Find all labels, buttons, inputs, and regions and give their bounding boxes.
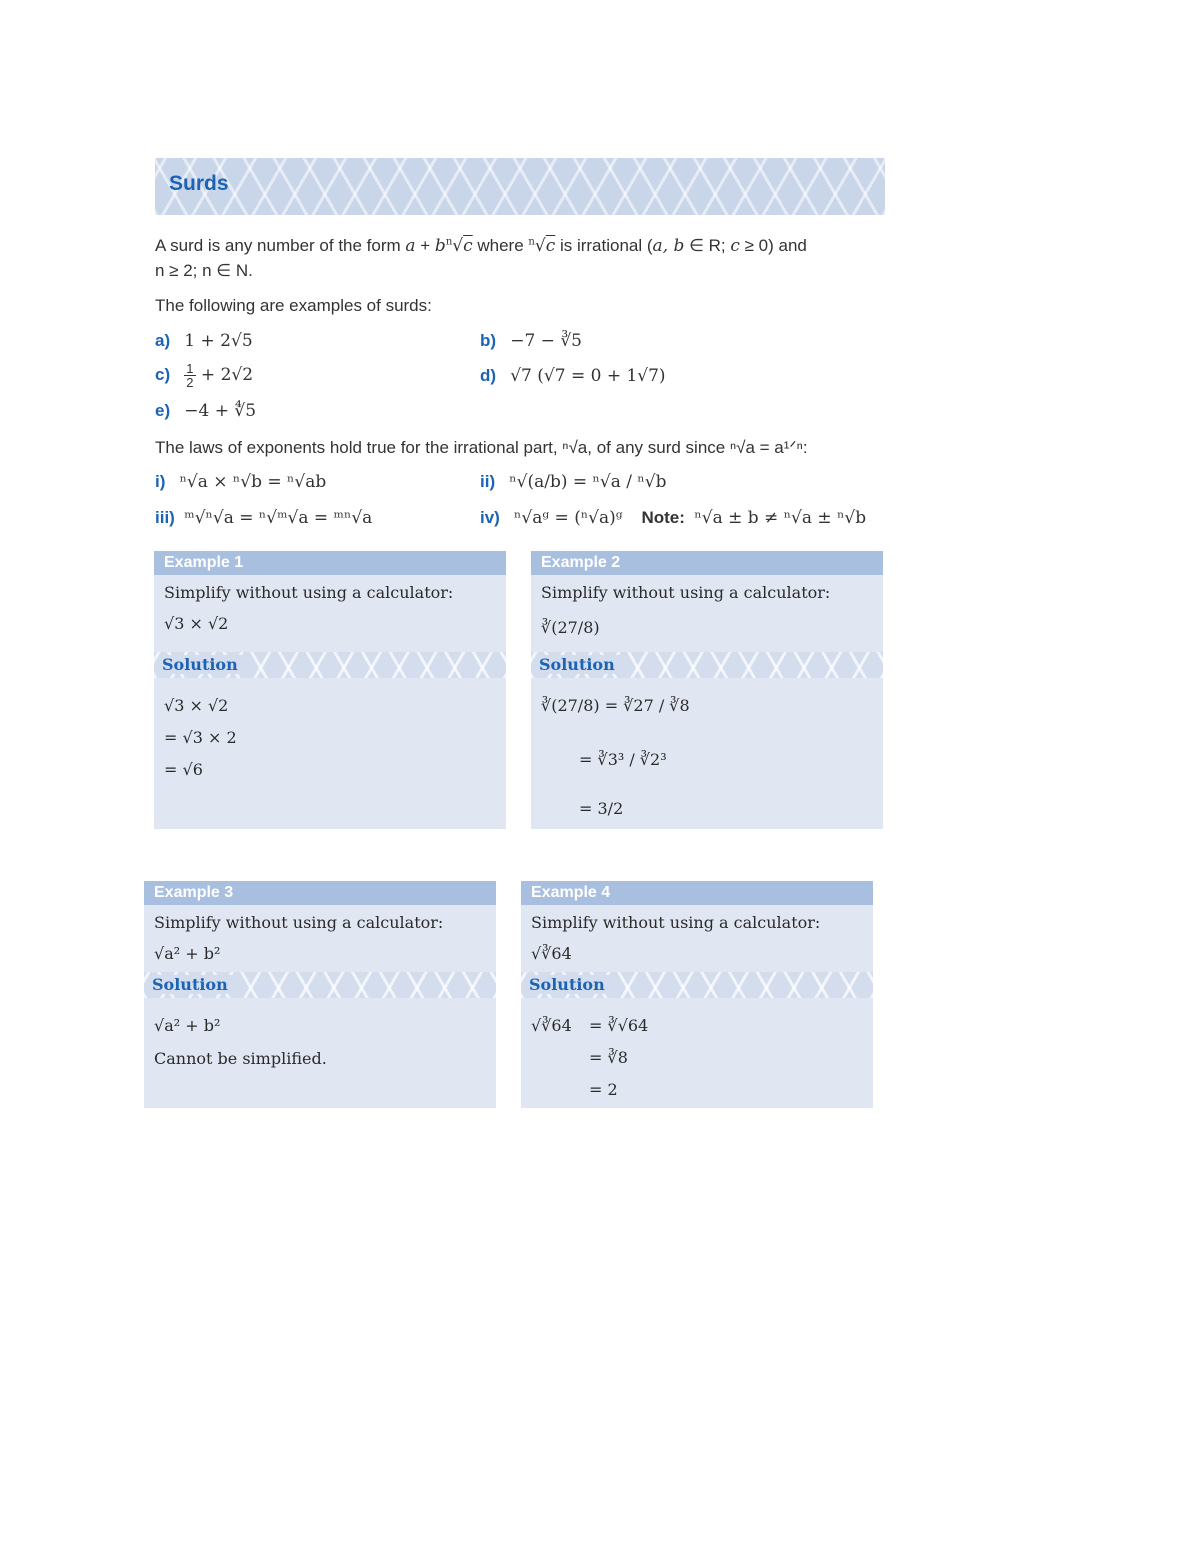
example-title: Example 4 xyxy=(521,881,873,905)
law-expression: ⁿ√aᵍ = (ⁿ√a)ᵍ xyxy=(514,508,623,528)
example-box-2 xyxy=(531,551,883,829)
law-iv xyxy=(480,508,866,528)
definition-text: ∈ R; xyxy=(684,236,731,255)
example-box-1 xyxy=(154,551,506,829)
solution-strip xyxy=(144,972,496,998)
solution-step: = √6 xyxy=(164,760,203,779)
example-prompt: Simplify without using a calculator: xyxy=(154,913,444,932)
definition-var: c xyxy=(730,236,740,256)
law-ii xyxy=(480,472,666,492)
item-label: ii) xyxy=(480,472,496,491)
item-expression: −4 + ∜5 xyxy=(184,401,257,421)
fraction-half: $\frac{1}{2}$ xyxy=(186,361,194,390)
solution-step: √3 × √2 xyxy=(164,696,229,715)
solution-label: Solution xyxy=(152,975,234,994)
solution-strip xyxy=(154,652,506,678)
solution-step: √a² + b² xyxy=(154,1016,221,1035)
solution-step: = 3/2 xyxy=(579,799,624,818)
law-iii xyxy=(155,508,372,528)
definition-text: where xyxy=(472,236,529,255)
example-title: Example 1 xyxy=(154,551,506,575)
item-expression: √7 (√7 = 0 + 1√7) xyxy=(510,366,666,386)
definition-text: is irrational ( xyxy=(555,236,653,255)
item-label: e) xyxy=(155,401,171,420)
example-prompt: Simplify without using a calculator: xyxy=(531,913,821,932)
item-label: iv) xyxy=(480,508,500,527)
item-label: d) xyxy=(480,366,497,385)
item-label: iii) xyxy=(155,508,175,527)
example-box-4 xyxy=(521,881,873,1108)
surd-example-e xyxy=(155,401,256,421)
examples-heading: The following are examples of surds: xyxy=(155,296,432,315)
surd-example-c xyxy=(155,362,253,389)
law-expression: ⁿ√a × ⁿ√b = ⁿ√ab xyxy=(179,472,327,492)
item-expression: + 2√2 xyxy=(195,364,254,385)
item-label: i) xyxy=(155,472,166,491)
solution-strip xyxy=(531,652,883,678)
example-title: Example 2 xyxy=(531,551,883,575)
item-label: b) xyxy=(480,331,497,350)
item-expression: 1 + 2√5 xyxy=(184,331,253,351)
note-expression: ⁿ√a ± b ≠ ⁿ√a ± ⁿ√b xyxy=(694,508,867,528)
item-label: c) xyxy=(155,364,171,384)
note-label: Note: xyxy=(641,508,685,527)
example-prompt: Simplify without using a calculator: xyxy=(541,583,831,602)
section-banner xyxy=(155,158,885,215)
law-expression: ᵐ√ⁿ√a = ⁿ√ᵐ√a = ᵐⁿ√a xyxy=(184,508,373,528)
solution-label: Solution xyxy=(162,655,244,674)
laws-intro: The laws of exponents hold true for the irrational part, ⁿ√a, of any surd since ⁿ√a = a¹ᐟⁿ: xyxy=(155,438,808,457)
example-prompt: Simplify without using a calculator: xyxy=(164,583,454,602)
solution-step: Cannot be simplified. xyxy=(154,1049,327,1068)
item-label: a) xyxy=(155,331,171,350)
solution-strip xyxy=(521,972,873,998)
surd-example-d xyxy=(480,366,666,386)
law-i xyxy=(155,472,326,492)
example-title: Example 3 xyxy=(144,881,496,905)
surd-example-a xyxy=(155,331,253,351)
solution-label: Solution xyxy=(529,975,611,994)
example-question: √a² + b² xyxy=(154,944,221,963)
definition-vars: a, b xyxy=(652,236,685,256)
definition-text: ≥ 0) and xyxy=(739,236,807,255)
solution-step: √∛64 xyxy=(531,1016,572,1035)
surd-example-b xyxy=(480,331,582,351)
example-question: √∛64 xyxy=(531,944,572,963)
definition-text: A surd is any number of the form xyxy=(155,236,406,255)
item-expression: −7 − ∛5 xyxy=(510,331,582,351)
definition-line-2: n ≥ 2; n ∈ N. xyxy=(155,261,253,280)
solution-label: Solution xyxy=(539,655,621,674)
solution-step: = ∛√64 xyxy=(589,1016,649,1035)
example-question: √3 × √2 xyxy=(164,614,229,633)
example-box-3 xyxy=(144,881,496,1108)
definition-line-1: A surd is any number of the form $a + b^n√c$ where $^n$√c is irrational (a, b ∈ R; c ≥ 0) and xyxy=(155,236,807,256)
solution-step: = ∛8 xyxy=(589,1048,628,1067)
example-question: ∛(27/8) xyxy=(541,618,600,637)
solution-step: = ∛3³ / ∛2³ xyxy=(579,750,667,769)
solution-step: = 2 xyxy=(589,1080,618,1099)
solution-step: = √3 × 2 xyxy=(164,728,237,747)
section-title: Surds xyxy=(169,172,229,195)
law-expression: ⁿ√(a/b) = ⁿ√a / ⁿ√b xyxy=(509,472,667,492)
solution-step: ∛(27/8) = ∛27 / ∛8 xyxy=(541,696,690,715)
